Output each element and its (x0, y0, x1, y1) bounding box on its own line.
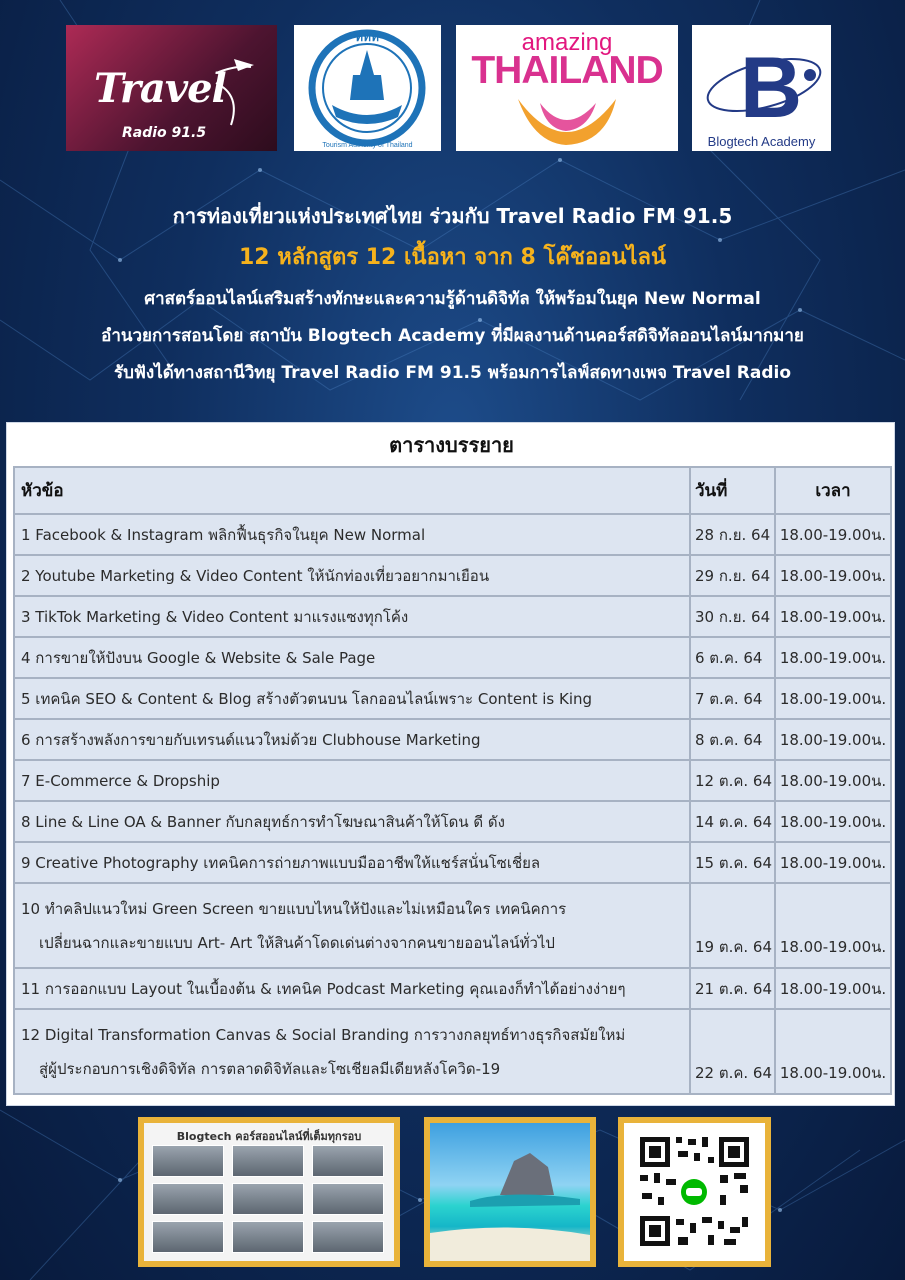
row-time: 18.00-19.00น. (775, 842, 891, 883)
row-date: 28 ก.ย. 64 (690, 514, 775, 555)
class-photo (232, 1145, 304, 1177)
row-date: 19 ต.ค. 64 (690, 883, 775, 968)
row-date: 30 ก.ย. 64 (690, 596, 775, 637)
row-topic: 4 การขายให้ปังบน Google & Website & Sale Page (14, 637, 690, 678)
class-photo (312, 1183, 384, 1215)
row-time: 18.00-19.00น. (775, 968, 891, 1009)
subheadline: 12 หลักสูตร 12 เนื้อหา จาก 8 โค๊ชออนไลน์ (238, 245, 667, 270)
blogtech-logo (692, 25, 831, 151)
column-header-date: วันที่ (690, 467, 775, 514)
rock-island-icon (430, 1123, 590, 1261)
thailand-word: THAILAND (471, 49, 663, 92)
description-line-2: อำนวยการสอนโดย สถาบัน Blogtech Academy ที่มีผลงานด้านคอร์สดิจิทัลออนไลน์มากมาย (101, 326, 804, 346)
header-block (0, 197, 905, 392)
svg-text:B: B (740, 40, 803, 136)
amazing-thailand-logo (456, 25, 678, 151)
tat-name: Tourism Authority of Thailand (322, 142, 413, 149)
schedule-panel (6, 422, 895, 1106)
table-row (14, 968, 891, 1009)
class-photo (152, 1145, 224, 1177)
column-header-topic: หัวข้อ (14, 467, 690, 514)
class-photo (312, 1221, 384, 1253)
table-row (14, 678, 891, 719)
table-row (14, 514, 891, 555)
table-row (14, 1009, 891, 1094)
bottom-images (0, 1117, 905, 1267)
row-time: 18.00-19.00น. (775, 801, 891, 842)
class-photo (152, 1221, 224, 1253)
blogtech-b-icon (692, 25, 831, 151)
table-header-row (14, 467, 891, 514)
line-qr-code[interactable] (618, 1117, 771, 1267)
row-date: 15 ต.ค. 64 (690, 842, 775, 883)
row-date: 21 ต.ค. 64 (690, 968, 775, 1009)
row-time: 18.00-19.00น. (775, 555, 891, 596)
table-row (14, 760, 891, 801)
row-topic: 9 Creative Photography เทคนิคการถ่ายภาพแบบมืออาชีพให้แชร์สนั่นโซเชี่ยล (14, 842, 690, 883)
row-date: 12 ต.ค. 64 (690, 760, 775, 801)
table-row (14, 883, 891, 968)
table-row (14, 719, 891, 760)
row-topic-line-1: 12 Digital Transformation Canvas & Social Branding การวางกลยุทธ์ทางธุรกิจสมัยใหม่ (21, 1025, 626, 1044)
row-topic: 7 E-Commerce & Dropship (14, 760, 690, 801)
row-date: 22 ต.ค. 64 (690, 1009, 775, 1094)
qr-code-icon (624, 1123, 765, 1261)
row-topic: 8 Line & Line OA & Banner กับกลยุทธ์การทำโฆษณาสินค้าให้โดน ดี ดัง (14, 801, 690, 842)
table-row (14, 637, 891, 678)
class-photo (232, 1183, 304, 1215)
row-time: 18.00-19.00น. (775, 514, 891, 555)
row-topic-line-2: เปลี่ยนฉากและขายแบบ Art- Art ให้สินค้าโดดเด่นต่างจากคนขายออนไลน์ทั่วไป (39, 933, 555, 952)
tat-logo (294, 25, 441, 151)
column-header-time: เวลา (775, 467, 891, 514)
row-topic: 6 การสร้างพลังการขายกับเทรนด์แนวใหม่ด้วย Clubhouse Marketing (14, 719, 690, 760)
class-photo (232, 1221, 304, 1253)
row-time: 18.00-19.00น. (775, 760, 891, 801)
row-topic (14, 883, 690, 968)
travel-logo-sub: Radio 91.5 (122, 125, 207, 141)
schedule-title: ตารางบรรยาย (389, 433, 514, 457)
row-time: 18.00-19.00น. (775, 637, 891, 678)
row-time: 18.00-19.00น. (775, 719, 891, 760)
row-topic: 5 เทคนิค SEO & Content & Blog สร้างตัวตนบน โลกออนไลน์เพราะ Content is King (14, 678, 690, 719)
table-row (14, 842, 891, 883)
row-topic: 2 Youtube Marketing & Video Content ให้นักท่องเที่ยวอยากมาเยือน (14, 555, 690, 596)
table-row (14, 801, 891, 842)
row-time: 18.00-19.00น. (775, 1009, 891, 1094)
description-line-3: รับฟังได้ทางสถานีวิทยุ Travel Radio FM 91.5 พร้อมการไลฟ์สดทางเพจ Travel Radio (113, 363, 792, 383)
class-photo (312, 1145, 384, 1177)
row-topic (14, 1009, 690, 1094)
travel-logo-word: Travel (94, 65, 226, 112)
amazing-word: amazing (521, 29, 613, 56)
row-time: 18.00-19.00น. (775, 678, 891, 719)
row-date: 29 ก.ย. 64 (690, 555, 775, 596)
row-topic: 3 TikTok Marketing & Video Content มาแรงแซงทุกโค้ง (14, 596, 690, 637)
row-time: 18.00-19.00น. (775, 596, 891, 637)
table-row (14, 555, 891, 596)
logo-strip (66, 25, 831, 151)
row-topic: 11 การออกแบบ Layout ในเบื้องต้น & เทคนิค Podcast Marketing คุณเองก็ทำได้อย่างง่ายๆ (14, 968, 690, 1009)
table-row (14, 596, 891, 637)
row-date: 14 ต.ค. 64 (690, 801, 775, 842)
row-topic: 1 Facebook & Instagram พลิกฟื้นธุรกิจในยุค New Normal (14, 514, 690, 555)
description-line-1: ศาสตร์ออนไลน์เสริมสร้างทักษะและความรู้ด้านดิจิทัล ให้พร้อมในยุค New Normal (144, 289, 761, 309)
headline: การท่องเที่ยวแห่งประเทศไทย ร่วมกับ Travel Radio FM 91.5 (172, 204, 733, 228)
class-photo (152, 1183, 224, 1215)
row-date: 6 ต.ค. 64 (690, 637, 775, 678)
schedule-table (13, 466, 892, 1095)
svg-text:ททท: ททท (355, 30, 379, 44)
row-topic-line-1: 10 ทำคลิปแนวใหม่ Green Screen ขายแบบไหนให้ปังและไม่เหมือนใคร เทคนิคการ (21, 899, 567, 918)
row-time: 18.00-19.00น. (775, 883, 891, 968)
beach-photo (424, 1117, 596, 1267)
smile-swoosh-icon (456, 25, 678, 151)
blogtech-caption: Blogtech Academy (707, 134, 816, 149)
tat-emblem-icon (294, 25, 441, 151)
travel-radio-logo (66, 25, 277, 151)
row-topic-line-2: สู่ผู้ประกอบการเชิงดิจิทัล การตลาดดิจิทัลและโซเชียลมีเดียหลังโควิด-19 (39, 1059, 501, 1078)
row-date: 7 ต.ค. 64 (690, 678, 775, 719)
row-date: 8 ต.ค. 64 (690, 719, 775, 760)
collage-title: Blogtech คอร์สออนไลน์ที่เต็มทุกรอบ (176, 1130, 362, 1143)
class-photo-collage (138, 1117, 400, 1267)
